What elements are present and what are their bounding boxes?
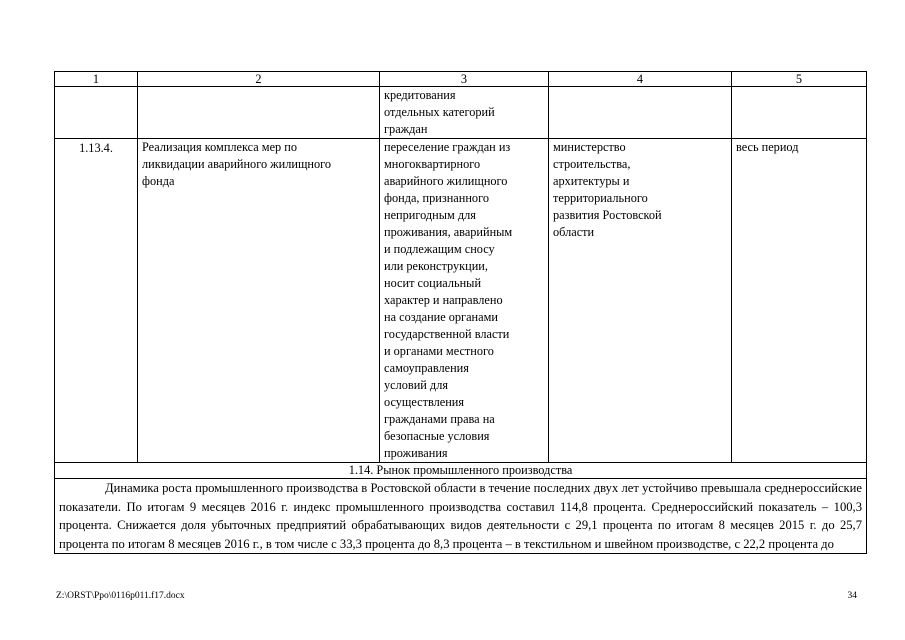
empty-cell: [732, 87, 867, 139]
header-col-2: 2: [138, 72, 380, 87]
header-col-1: 1: [55, 72, 138, 87]
table-header-row: [55, 72, 867, 87]
measure-cell: Реализация комплекса мер по ликвидации аварийного жилищного фонда: [138, 139, 380, 463]
empty-cell: [549, 87, 732, 139]
document-table: [54, 71, 867, 554]
header-col-3: 3: [380, 72, 549, 87]
description-cell: переселение граждан из многоквартирного аварийного жилищного фонда, признанного непригодным для проживания, аварийным и подлежащим сносу или реконструкции, носит социальный характер и направлено на создание органами государственной власти и органами местного самоуправления условий для осуществления гражданами права на безопасные условия проживания: [380, 139, 549, 463]
section-paragraph: Динамика роста промышленного производства в Ростовской области в течение последних двух лет устойчиво превышала среднероссийские показатели. По итогам 9 месяцев 2016 г. индекс промышленного производства составил 114,8 процента. Среднероссийский показатель – 100,3 процента. Снижается доля убыточных предприятий обрабатывающих видов деятельности с 29,1 процента по итогам 8 месяцев 2015 г. до 25,7 процента по итогам 8 месяцев 2016 г., в том числе с 33,3 процента до 8,3 процента – в текстильном и швейном производстве, с 22,2 процента до: [55, 479, 867, 554]
continued-description-cell: кредитования отдельных категорий граждан: [380, 87, 549, 139]
empty-cell: [138, 87, 380, 139]
header-col-4: 4: [549, 72, 732, 87]
section-title: 1.14. Рынок промышленного производства: [55, 463, 867, 479]
footer-page-number: 34: [847, 591, 857, 601]
period-cell: весь период: [732, 139, 867, 463]
row-number-cell: 1.13.4.: [55, 139, 138, 463]
table-row: [55, 139, 867, 463]
table-row-continued: [55, 87, 867, 139]
paragraph-row: [55, 479, 867, 554]
section-title-row: [55, 463, 867, 479]
empty-cell: [55, 87, 138, 139]
executor-cell: министерство строительства, архитектуры и территориального развития Ростовской области: [549, 139, 732, 463]
header-col-5: 5: [732, 72, 867, 87]
footer-file-path: Z:\ORST\Ppo\0116p011.f17.docx: [56, 591, 185, 601]
